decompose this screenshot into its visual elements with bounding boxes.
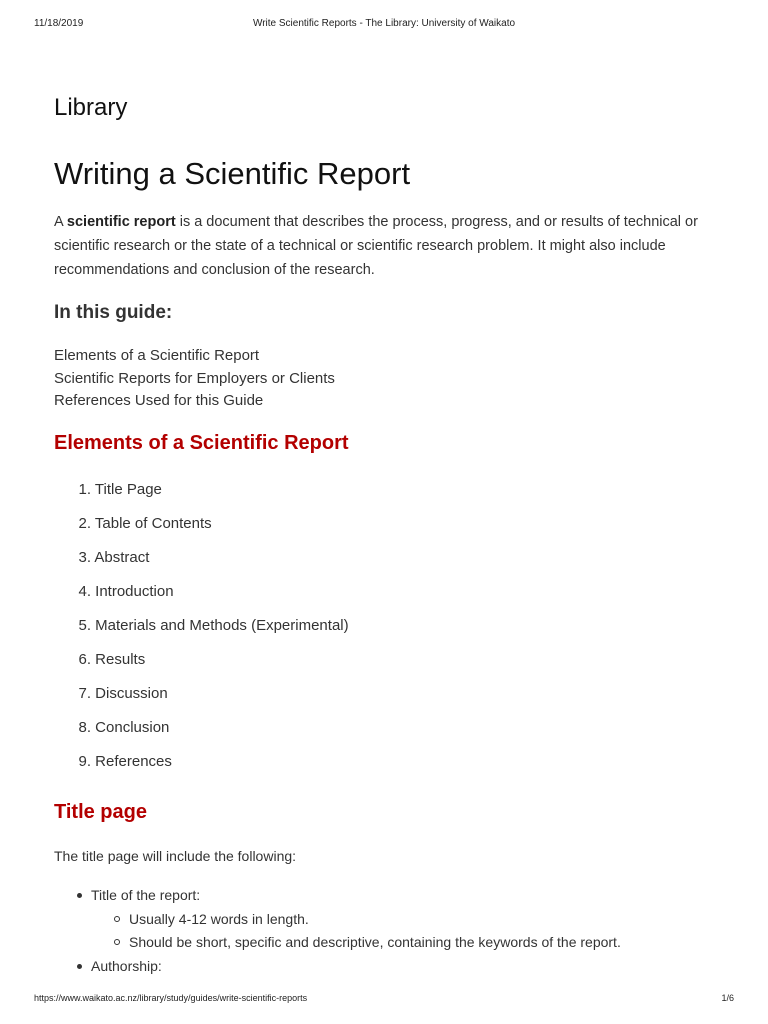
guide-heading: In this guide: [54,302,173,323]
title-page-heading: Title page [54,801,147,823]
list-item-number: 9. [78,753,91,770]
bullet-text: Usually 4-12 words in length. [129,910,309,927]
title-page-bullets [54,884,621,978]
list-item [54,513,349,547]
bullet-circle-icon [114,939,120,945]
title-page-intro: The title page will include the following: [54,848,297,864]
list-item-label: Abstract [94,549,150,566]
print-page-title: Write Scientific Reports - The Library: University of Waikato [252,18,516,29]
bullet-circle-icon [114,916,120,922]
list-item-number: 5. [78,617,91,634]
intro-bold-term: scientific report [66,214,176,230]
list-item-number: 7. [78,685,91,702]
bullet-text: Title of the report: [91,887,201,903]
list-item-label: Results [95,651,146,668]
intro-prefix: A [54,214,67,230]
list-item [54,479,349,513]
list-item-number: 4. [78,583,91,600]
list-item [54,649,349,683]
bullet-item [54,955,621,979]
list-item-number: 8. [78,719,91,736]
list-item [54,717,349,751]
bullet-text: Should be short, specific and descriptive, containing the keywords of the report. [129,934,621,950]
sub-bullet-item [54,931,621,955]
guide-links [54,345,335,413]
bullet-dot-icon [77,893,82,898]
list-item-label: Introduction [95,583,174,600]
print-date: 11/18/2019 [34,18,84,29]
bullet-item [54,884,621,908]
print-url: https://www.waikato.ac.nz/library/study/guides/write-scientific-reports [34,993,308,1003]
list-item-number: 3. [78,549,91,566]
print-footer [0,993,768,1007]
list-item [54,683,349,717]
list-item [54,615,349,649]
guide-link-elements[interactable]: Elements of a Scientific Report [54,347,260,364]
list-item [54,751,349,785]
bullet-text: Authorship: [91,957,162,974]
sub-bullet-item [54,908,621,932]
intro-rest: is a document that describes the process, progress, and or results of technical or scientific research or the state of a technical or scientific research problem. It might also include recommendations and conclusion of the research. [54,214,698,278]
list-item [54,581,349,615]
elements-list [54,479,349,785]
print-header [0,18,768,32]
print-page-number: 1/6 [721,993,734,1003]
intro-paragraph [54,210,719,282]
page-title: Writing a Scientific Report [54,156,411,191]
elements-heading: Elements of a Scientific Report [54,432,349,454]
list-item-label: Materials and Methods (Experimental) [95,617,349,634]
list-item-number: 6. [78,651,91,668]
list-item-label: Table of Contents [94,515,212,532]
site-title: Library [54,94,128,121]
guide-link-employers[interactable]: Scientific Reports for Employers or Clients [54,369,335,387]
list-item-label: Title Page [94,481,162,498]
bullet-dot-icon [77,964,82,969]
list-item [54,547,349,581]
list-item-label: References [95,753,172,770]
list-item-number: 2. [78,515,91,532]
list-item-label: Discussion [95,685,168,702]
guide-link-references[interactable]: References Used for this Guide [54,392,264,409]
list-item-label: Conclusion [95,719,170,736]
list-item-number: 1. [78,481,91,498]
